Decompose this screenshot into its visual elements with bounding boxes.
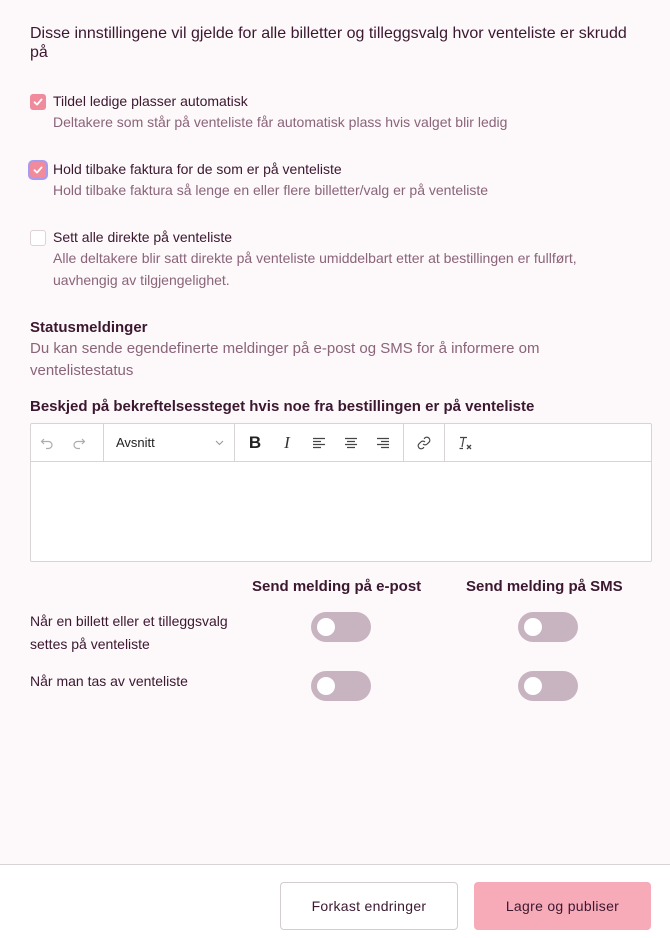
auto-assign-checkbox[interactable] (30, 94, 46, 110)
toggle-knob (524, 618, 542, 636)
redo-icon (72, 436, 86, 450)
option-description: Alle deltakere blir satt direkte på venteliste umiddelbart etter at bestillingen er fullført, uavhengig av tilgjengelighet. (53, 250, 577, 288)
italic-button[interactable] (271, 424, 303, 462)
align-center-icon (344, 437, 358, 449)
option-label: Hold tilbake faktura for de som er på venteliste (53, 161, 342, 177)
italic-icon: I (284, 432, 290, 452)
email-removed-toggle[interactable] (311, 671, 371, 701)
align-left-button[interactable] (303, 424, 335, 462)
status-section-description: Du kan sende egendefinerte meldinger på e-post og SMS for å informere om ventelistestatus (30, 340, 540, 379)
toggle-knob (317, 677, 335, 695)
row-label-waitlisted: Når en billett eller et tilleggsvalg settes på venteliste (30, 613, 228, 652)
link-button[interactable] (408, 424, 440, 462)
save-publish-button[interactable]: Lagre og publiser (474, 882, 651, 930)
hold-invoice-checkbox[interactable] (30, 162, 46, 178)
toggle-knob (317, 618, 335, 636)
discard-changes-button[interactable]: Forkast endringer (280, 882, 458, 930)
history-group (31, 424, 104, 461)
format-group (104, 424, 235, 461)
clear-format-button[interactable] (449, 424, 481, 462)
email-waitlisted-toggle[interactable] (311, 612, 371, 642)
option-description: Deltakere som står på venteliste får automatisk plass hvis valget blir ledig (53, 114, 508, 130)
editor-toolbar (31, 424, 651, 462)
link-group (404, 424, 445, 461)
intro-text: Disse innstillingene vil gjelde for alle billetter og tilleggsvalg hvor venteliste er skrudd på (30, 25, 627, 61)
clear-group (445, 424, 481, 461)
row-label-removed: Når man tas av venteliste (30, 673, 188, 689)
link-icon (416, 435, 432, 451)
editor-content-area[interactable] (31, 462, 651, 562)
align-center-button[interactable] (335, 424, 367, 462)
editor-label: Beskjed på bekreftelsessteget hvis noe fra bestillingen er på venteliste (30, 398, 535, 415)
footer-bar (0, 864, 670, 938)
clear-formatting-icon (457, 435, 473, 451)
align-right-icon (376, 437, 390, 449)
all-waitlist-checkbox[interactable] (30, 230, 46, 246)
option-label: Sett alle direkte på venteliste (53, 229, 232, 245)
status-section-title: Statusmeldinger (30, 319, 148, 336)
sms-waitlisted-toggle[interactable] (518, 612, 578, 642)
sms-removed-toggle[interactable] (518, 671, 578, 701)
undo-button[interactable] (31, 424, 63, 462)
undo-icon (40, 436, 54, 450)
style-group (235, 424, 404, 461)
block-format-value: Avsnitt (116, 435, 155, 450)
toggle-knob (524, 677, 542, 695)
align-right-button[interactable] (367, 424, 399, 462)
bold-icon: B (248, 432, 262, 452)
sms-column-header: Send melding på SMS (466, 578, 623, 595)
block-format-select[interactable] (104, 435, 234, 450)
bold-button[interactable] (239, 424, 271, 462)
redo-button[interactable] (63, 424, 95, 462)
rich-text-editor (30, 423, 652, 562)
checkmark-icon (33, 97, 43, 107)
align-left-icon (312, 437, 326, 449)
option-description: Hold tilbake faktura så lenge en eller flere billetter/valg er på venteliste (53, 182, 489, 198)
checkmark-icon (33, 165, 43, 175)
option-label: Tildel ledige plasser automatisk (53, 93, 248, 109)
chevron-down-icon (215, 440, 224, 446)
email-column-header: Send melding på e-post (252, 578, 422, 595)
